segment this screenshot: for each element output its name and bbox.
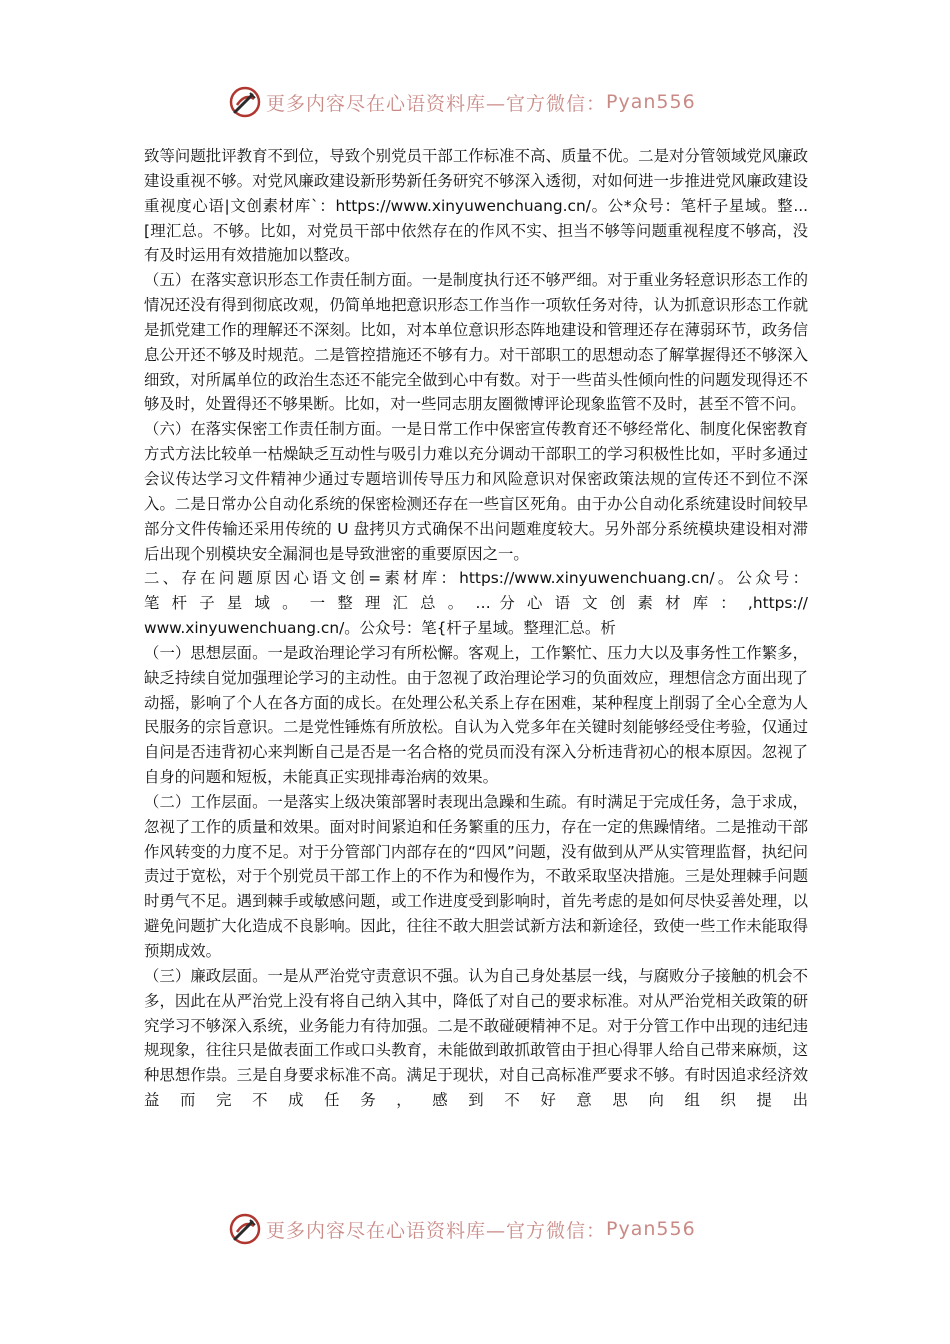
paragraph: （六）在落实保密工作责任制方面。一是日常工作中保密宣传教育还不够经常化、制度化保密教育方式方法比较单一枯燥缺乏互动性与吸引力难以充分调动干部职工的学习积极性比如，平时多通过会议传达学习文件精神少通过专题培训传导压力和风险意识对保密政策法规的宣传还不到位不深入。二是日常办公自动化系统的保密检测还存在一些盲区死角。由于办公自动化系统建设时间较早部分文件传输还采用传统的 U 盘拷贝方式确保不出问题难度较大。另外部分系统模块建设相对滞后出现个别模块安全漏洞也是导致泄密的重要原因之一。 [144,420,808,563]
watermark-text: 更多内容尽在心语资料库—官方微信： [266,1219,607,1242]
paragraph: （三）廉政层面。一是从严治党守责意识不强。认为自己身处基层一线，与腐败分子接触的机会不多，因此在从严治党上没有将自己纳入其中，降低了对自己的要求标准。对从严治党相关政策的研究学习不够深入系统，业务能力有待加强。二是不敢碰硬精神不足。对于分管工作中出现的违纪违规现象，往往只是做表面工作或口头教育，未能做到敢抓敢管由于担心得罪人给自己带来麻烦，这种思想作祟。三是自身要求标准不高。满足于现状，对自己高标准严要求不够。有时因追求经济效益而完不成任务，感到不好意思向组织提出 [144,966,808,1110]
paragraph: 致等问题批评教育不到位，导致个别党员干部工作标准不高、质量不优。二是对分管领域党风廉政建设重视不够。对党风廉政建设新形势新任务研究不够深入透彻，对如何进一步推进党风廉政建设重视度心语|文创素材库`：https://www.xinyuwenchuang.cn/。公*众号：笔杆子星域。整...[理汇总。不够。比如，对党员干部中依然存在的作风不实、担当不够等问题重视程度不够高，没有及时运用有效措施加以整改。 [144,147,808,265]
paragraph: （五）在落实意识形态工作责任制方面。一是制度执行还不够严细。对于重业务轻意识形态工作的情况还没有得到彻底改观，仍简单地把意识形态工作当作一项软任务对待，认为抓意识形态工作就是抓党建工作的理解还不深刻。比如，对本单位意识形态阵地建设和管理还存在薄弱环节，政务信息公开还不够及时规范。二是管控措施还不够有力。对干部职工的思想动态了解掌握得还不够深入细致，对所属单位的政治生态还不能完全做到心中有数。对于一些苗头性倾向性的问题发现得还不够及时，处置得还不够果断。比如，对一些同志朋友圈微博评论现象监管不及时，甚至不管不问。 [144,271,808,414]
paragraph: 笔 杆 子 星 域 。 一 整 理 汇 总 。 … 分 心 语 文 创 素 材 库 ： ,https:// [144,594,808,613]
logo-icon [228,1212,262,1246]
paragraph: www.xinyuwenchuang.cn/。公众号：笔{杆子星域。整理汇总。析 [144,619,616,638]
document-body [144,144,808,1113]
paragraph: 二、存在问题原因心语文创=素材库：https://www.xinyuwenchuang.cn/。公众号： [144,569,808,588]
paragraph: （一）思想层面。一是政治理论学习有所松懈。客观上，工作繁忙、压力大以及事务性工作繁多，缺乏持续自觉加强理论学习的主动性。由于忽视了政治理论学习的负面效应，理想信念方面出现了动摇，影响了个人在各方面的成长。在处理公私关系上存在困难，某种程度上削弱了全心全意为人民服务的宗旨意识。二是党性锤炼有所放松。自认为入党多年在关键时刻能够经受住考验，仅通过自问是否违背初心来判断自己是否是一名合格的党员而没有深入分析违背初心的根本原因。忽视了自身的问题和短板，未能真正实现排毒治病的效果。 [144,643,808,787]
watermark-text: 更多内容尽在心语资料库—官方微信： [266,92,607,115]
watermark-banner-top [0,82,950,122]
watermark-id: Pyan556 [606,1218,696,1240]
logo-icon [228,85,262,119]
watermark-id: Pyan556 [606,91,696,113]
watermark-banner-bottom [0,1209,950,1249]
paragraph: （二）工作层面。一是落实上级决策部署时表现出急躁和生疏。有时满足于完成任务，急于求成，忽视了工作的质量和效果。面对时间紧迫和任务繁重的压力，存在一定的焦躁情绪。二是推动干部作风转变的力度不足。对于分管部门内部存在的“四风”问题，没有做到从严从实管理监督，执纪问责过于宽松，对于个别党员干部工作上的不作为和慢作为，不敢采取坚决措施。三是处理棘手问题时勇气不足。遇到棘手或敏感问题，或工作进度受到影响时，首先考虑的是如何尽快妥善处理，以避免问题扩大化造成不良影响。因此，往往不敢大胆尝试新方法和新途径，致使一些工作未能取得预期成效。 [144,792,808,960]
